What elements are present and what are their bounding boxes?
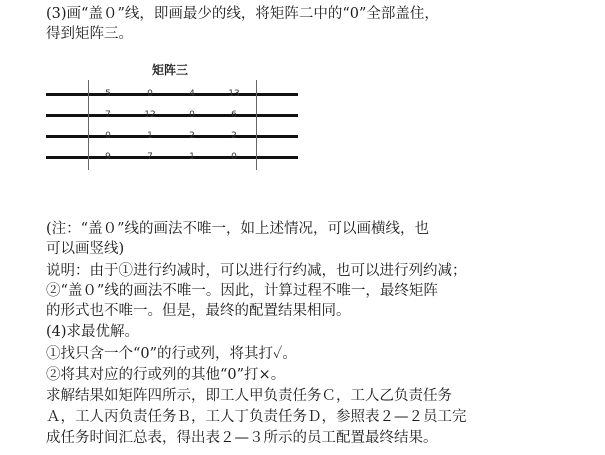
matrix-title: 矩阵三 — [152, 63, 189, 77]
matrix-cell: 7 — [147, 152, 153, 162]
matrix-cell: 2 — [189, 131, 195, 141]
matrix-cell: 12 — [144, 110, 156, 120]
matrix-right-border — [256, 80, 257, 170]
matrix-cell: 6 — [231, 110, 237, 120]
note-line-2: 可以画竖线) — [46, 241, 125, 257]
explain-line-2: ②“盖０”线的画法不唯一。因此，计算过程不唯一，最终矩阵 — [46, 283, 438, 299]
note-line-1: (注：“盖０”线的画法不唯一，如上述情况，可以画横线，也 — [46, 221, 429, 237]
step4-title: (4)求最优解。 — [46, 324, 140, 340]
matrix-cell: 0 — [189, 110, 195, 120]
matrix-cell: 1 — [189, 152, 195, 162]
matrix-cell: 5 — [105, 89, 111, 99]
result-line-1: 求解结果如矩阵四所示，即工人甲负责任务Ｃ，工人乙负责任务 — [46, 388, 452, 404]
step4-item-1: ①找只含一个“0”的行或列，将其打✓。 — [46, 346, 297, 362]
result-line-2: Ａ，工人丙负责任务Ｂ，工人丁负责任务Ｄ，参照表２—２员工完 — [46, 409, 467, 425]
explain-line-3: 的形式也不唯一。但是，最终的配置结果相同。 — [46, 303, 351, 319]
intro-line-1: (3)画“盖０”线，即画最少的线，将矩阵二中的“0”全部盖住， — [46, 6, 439, 22]
matrix-cell: 0 — [147, 89, 153, 99]
matrix-cell: 2 — [231, 131, 237, 141]
matrix-cell: 4 — [189, 89, 195, 99]
intro-line-2: 得到矩阵三。 — [46, 26, 133, 42]
explain-line-1: 说明：由于①进行约减时，可以进行行约减，也可以进行列约减； — [46, 263, 467, 279]
result-line-3: 成任务时间汇总表，得出表２—３所示的员工配置最终结果。 — [46, 430, 438, 446]
matrix-cell: 0 — [231, 152, 237, 162]
matrix-cell: 7 — [105, 110, 111, 120]
step4-item-2: ②将其对应的行或列的其他“0”打×。 — [46, 367, 286, 383]
matrix-cell: 0 — [105, 131, 111, 141]
matrix-cell: 13 — [228, 89, 240, 99]
matrix-cell: 9 — [105, 152, 111, 162]
matrix-cell: 1 — [147, 131, 153, 141]
